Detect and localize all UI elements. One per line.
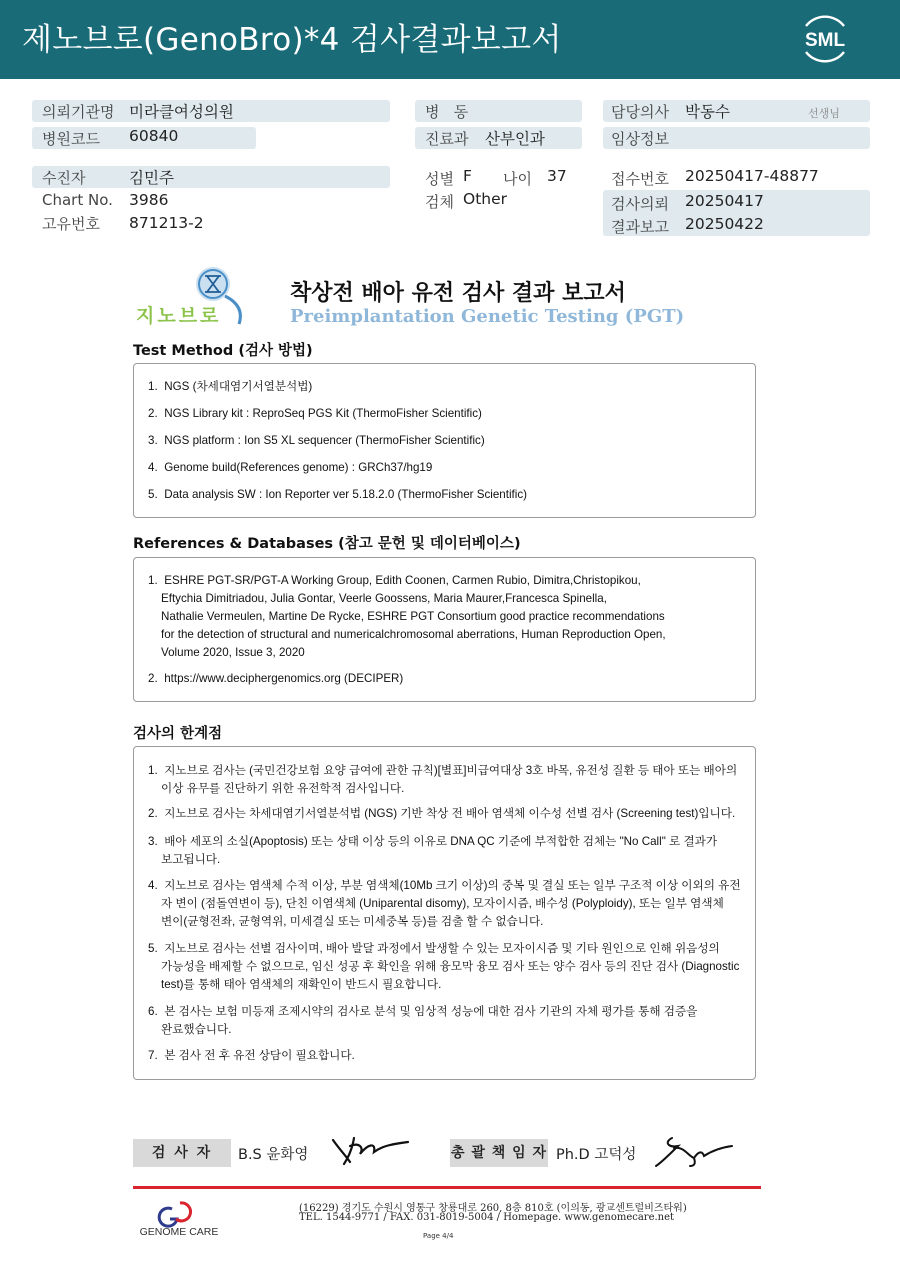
result-value: 20250422 — [685, 215, 764, 233]
method-box — [133, 363, 756, 518]
method-section-title: Test Method (검사 방법) — [133, 343, 313, 359]
patient-bar — [32, 166, 390, 188]
clinical-label: 임상정보 — [611, 130, 669, 148]
ward-label: 병 동 — [425, 103, 469, 121]
genome-care-logo-icon — [132, 1197, 226, 1239]
doctor-label: 담당의사 — [611, 103, 669, 121]
list-item: 1. 지노브로 검사는 (국민건강보험 요양 급여에 관한 규칙)[별표]비급여대상 3호 바목, 유전성 질환 등 태아 또는 배아의 이상 유무를 진단하기 위한 유전학적 검사입니다. — [148, 764, 738, 795]
references-box — [133, 557, 756, 702]
tester-name: B.S 윤화영 — [238, 1147, 309, 1163]
list-item: 2. https://www.deciphergenomics.org (DECIPER) — [148, 672, 404, 685]
director-signature-icon — [654, 1132, 734, 1168]
chart-value: 3986 — [129, 191, 169, 209]
hospital-code-label: 병원코드 — [42, 130, 100, 148]
list-item: 4. 지노브로 검사는 염색체 수적 이상, 부분 염색체(10Mb 크기 이상)의 중복 및 결실 또는 일부 구조적 이상 이외의 유전 자 변이 (점돌연변이 등), 단친 이염색체 (Uniparental disomy), 모자이시즘, 배수성 (Polyploidy), 또는 일부 염색체 변이(균형전좌, 균형역위, 미세결실 또는 미세중복 등)를 검출 할 수 없습니다. — [148, 879, 741, 928]
sex-label: 성별 — [425, 170, 454, 188]
references-section-title: References & Databases (참고 문헌 및 데이터베이스) — [133, 536, 521, 552]
list-item: 3. 배아 세포의 소실(Apoptosis) 또는 상태 이상 등의 이유로 DNA QC 기준에 부적합한 검체는 "No Call" 로 결과가 보고됩니다. — [148, 835, 718, 866]
result-label: 결과보고 — [611, 218, 669, 236]
genobro-logo-icon — [133, 262, 248, 328]
doctor-value: 박동수 — [685, 103, 730, 121]
institution-value: 미라클여성의원 — [129, 103, 234, 121]
age-value: 37 — [547, 167, 567, 185]
tester-signature-icon — [330, 1134, 412, 1168]
tester-label: 검 사 자 — [133, 1139, 231, 1167]
specimen-label: 검체 — [425, 193, 454, 211]
list-item: 2. NGS Library kit : ReproSeq PGS Kit (ThermoFisher Scientific) — [148, 407, 482, 420]
doctor-suffix: 선생님 — [808, 107, 840, 120]
svg-text:GENOME CARE: GENOME CARE — [139, 1226, 219, 1238]
list-item: 1. NGS (차세대염기서열분석법) — [148, 380, 313, 393]
list-item: 2. 지노브로 검사는 차세대염기서열분석법 (NGS) 기반 착상 전 배아 염색체 이수성 선별 검사 (Screening test)입니다. — [148, 807, 736, 820]
patient-value: 김민주 — [129, 169, 174, 187]
request-value: 20250417 — [685, 192, 764, 210]
uid-label: 고유번호 — [42, 215, 100, 233]
list-item: 4. Genome build(References genome) : GRCh37/hg19 — [148, 461, 433, 474]
hospital-code-value: 60840 — [129, 127, 179, 145]
director-name: Ph.D 고덕성 — [556, 1147, 637, 1163]
director-label: 총 괄 책 임 자 — [450, 1139, 548, 1167]
report-subtitle: Preimplantation Genetic Testing (PGT) — [290, 306, 685, 327]
list-item: 5. 지노브로 검사는 선별 검사이며, 배아 발달 과정에서 발생할 수 있는 모자이시즘 및 기타 원인으로 인해 위음성의 가능성을 배제할 수 없으므로, 임신 성공 후 확인을 위해 융모막 융모 검사 또는 양수 검사 등의 진단 검사 (Diagnostic test)를 통해 태아 염색체의 재확인이 반드시 필요합니다. — [148, 942, 740, 991]
receipt-value: 20250417-48877 — [685, 167, 819, 185]
svg-text:지노브로: 지노브로 — [136, 305, 222, 327]
svg-text:SML: SML — [804, 30, 846, 51]
footer-contact: TEL. 1544-9771 / FAX. 031-8019-5004 / Homepage. www.genomecare.net — [299, 1212, 675, 1223]
specimen-value: Other — [463, 190, 508, 208]
list-item: 1. ESHRE PGT-SR/PGT-A Working Group, Edith Coonen, Carmen Rubio, Dimitra,Christopikou, Eftychia Dimitriadou, Julia Gontar, Veerle Goossens, Maria Maurer,Francesca Spinella, Nathalie Vermeulen, Martine De Rycke, ESHRE PGT Consortium good practice recommendations for the detection of structural and numericalchromosomal aberrations, Human Reproduction Open, Volume 2020, Issue 3, 2020 — [148, 574, 666, 659]
patient-label: 수진자 — [42, 169, 86, 187]
page-number: Page 4/4 — [423, 1232, 454, 1240]
request-label: 검사의뢰 — [611, 195, 669, 213]
sex-value: F — [463, 167, 472, 185]
report-title: 착상전 배아 유전 검사 결과 보고서 — [290, 281, 626, 306]
list-item: 7. 본 검사 전 후 유전 상담이 필요합니다. — [148, 1049, 355, 1062]
limits-section-title: 검사의 한계점 — [133, 726, 223, 742]
document-title: 제노브로(GenoBro)*4 검사결과보고서 — [22, 22, 562, 58]
list-item: 3. NGS platform : Ion S5 XL sequencer (ThermoFisher Scientific) — [148, 434, 485, 447]
chart-label: Chart No. — [42, 191, 113, 209]
limits-box — [133, 746, 756, 1080]
age-label: 나이 — [503, 170, 532, 188]
footer-divider — [133, 1186, 761, 1189]
list-item: 6. 본 검사는 보험 미등재 조제시약의 검사로 분석 및 임상적 성능에 대한 검사 기관의 자체 평가를 통해 검증을 완료했습니다. — [148, 1005, 698, 1036]
uid-value: 871213-2 — [129, 214, 204, 232]
receipt-label: 접수번호 — [611, 170, 669, 188]
institution-label: 의뢰기관명 — [42, 103, 115, 121]
sml-logo-icon — [796, 12, 854, 66]
list-item: 5. Data analysis SW : Ion Reporter ver 5.18.2.0 (ThermoFisher Scientific) — [148, 488, 527, 501]
department-value: 산부인과 — [485, 130, 545, 148]
department-label: 진료과 — [425, 130, 469, 148]
footer-address: (16229) 경기도 수원시 영통구 창룡대로 260, 8층 810호 (이의동, 광교센트럴비즈타워) — [299, 1203, 687, 1214]
